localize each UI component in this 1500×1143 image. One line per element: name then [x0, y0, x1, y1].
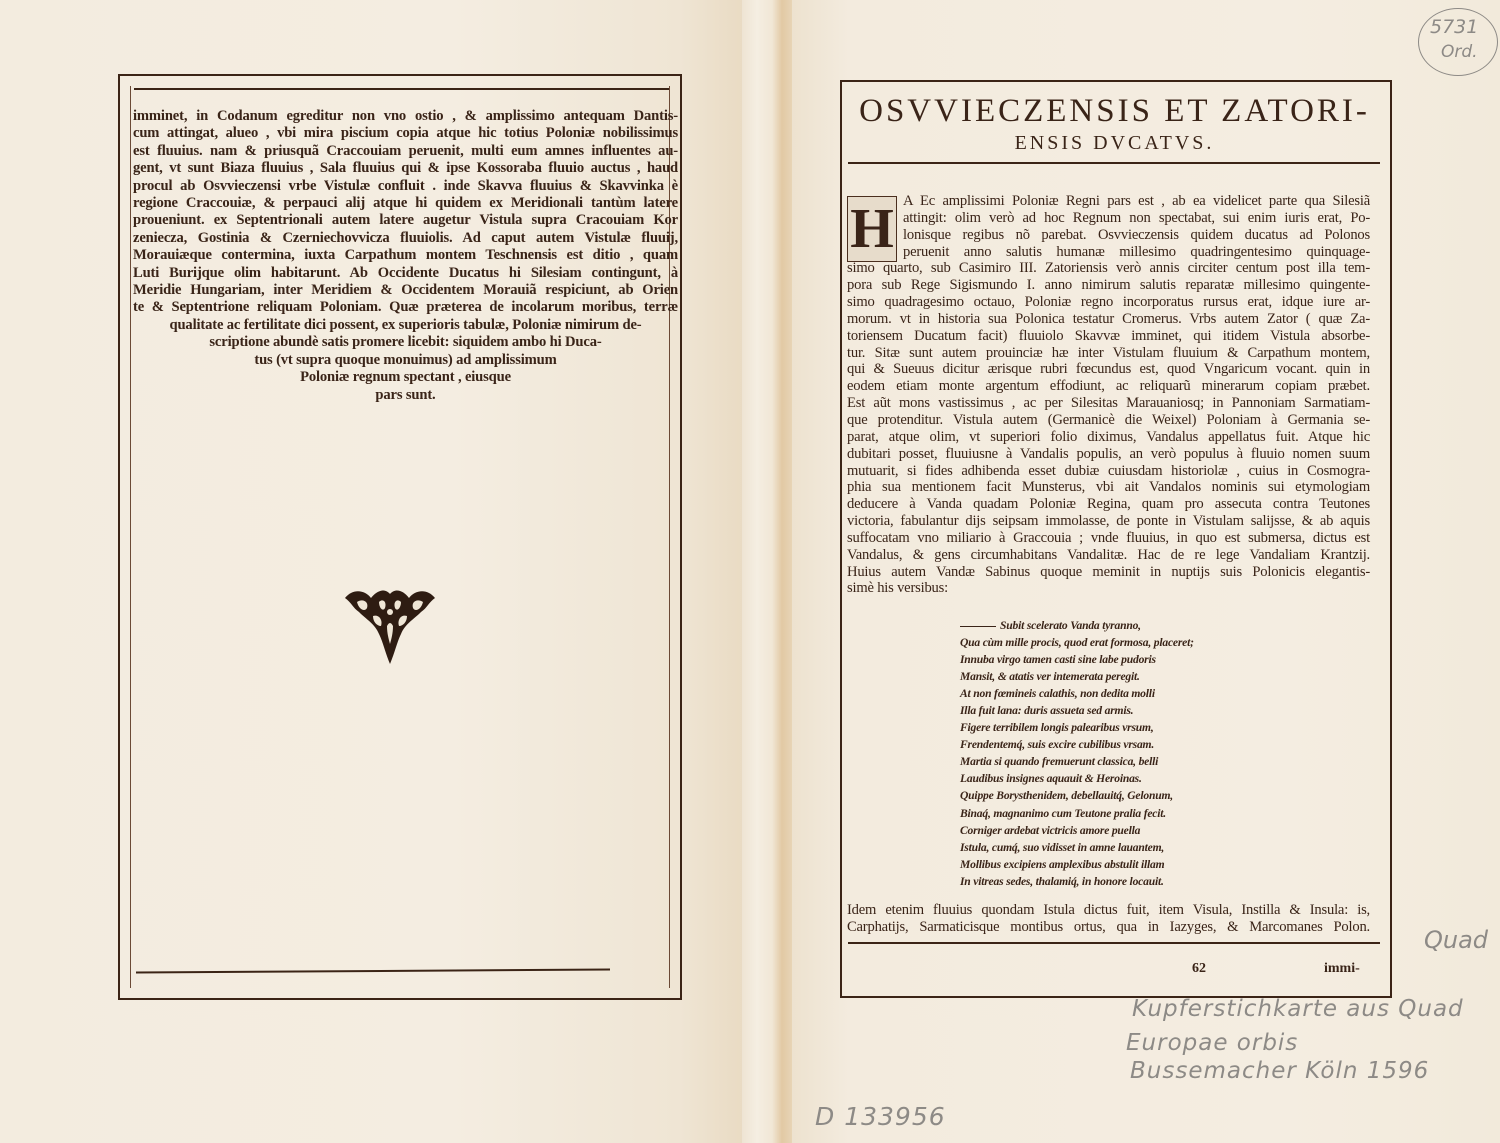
- text-line: te & Septentrione reliquam Poloniam. Quæ præterea de incolarum moribus, terræ: [133, 299, 678, 316]
- text-line: eodem etiam monte argentum effodiunt, ac reliquarũ minerarum copiam præbet.: [847, 378, 1370, 395]
- text-line: tur. Sitæ sunt autem prouinciæ hæ inter Vistulam fluuium & Carpathum montem,: [847, 344, 1370, 361]
- text-line: que protenditur. Vistula autem (Germanicè die Weixel) Poloniam à Germania se-: [847, 411, 1370, 428]
- verse-line: Qua cùm mille procis, quod erat formosa, placeret;: [960, 636, 1194, 650]
- text-line-centered: qualitate ac fertilitate dici possent, ex superioris tabulæ, Poloniæ nimirum de-: [169, 316, 642, 333]
- text-line: mutuarit, si fides adhibenda esset dubiæ cuiusdam historiolæ , cuius in Cosmogra-: [847, 462, 1370, 479]
- verse-line: In vitreas sedes, thalamiq́, in honore locauit.: [960, 874, 1164, 888]
- text-line: regione Craccouiæ, & perpauci alij atque hi quidem ex Meridionali tantùm latere: [133, 195, 678, 212]
- dash-rule: [960, 626, 996, 627]
- text-line: lonisque regibus nõ parebat. Osvvieczensis quidem ducatus ad Polonos: [903, 226, 1370, 243]
- text-line: qui & Sueuus dicitur ærisque rubri fœcundus est, quod Vngaricum vocant. quin in: [847, 361, 1370, 378]
- margin-note: Quad: [1424, 926, 1489, 954]
- verse-line: Frendentemq́, suis excire cubilibus vrsam.: [960, 738, 1155, 752]
- text-line: gent, vt sunt Biaza fluuius , Sala fluuius qui & ipse Kossoraba fluuio auctus , haud: [133, 160, 678, 177]
- chapter-title: OSVVIECZENSIS ET ZATORI-: [859, 93, 1370, 129]
- verse-line: Illa fuit lana: duris assueta sed armis.: [960, 704, 1134, 718]
- text-line: suffocatam vno miliario à Graccouia ; vnde fluuius, in quo est submersa, dictus est: [847, 529, 1370, 546]
- text-line-centered: pars sunt.: [375, 386, 436, 403]
- text-line: Idem etenim fluuius quondam Istula dictus fuit, item Visula, Instilla & Insula: is,: [847, 902, 1370, 918]
- text-line: procul ab Osvvieczensi vrbe Vistulæ confluit . inde Skavva fluuius & Skavvinka è: [133, 177, 678, 194]
- text-line-centered: scriptione abundè satis promere licebit: siquidem ambo hi Duca-: [209, 334, 602, 351]
- text-line: A Ec amplissimi Poloniæ Regni pars est , ab ea videlicet parte qua Silesiã: [903, 193, 1370, 209]
- text-line: pora sub Rege Sigismundo I. anno nimirum salutis reparatæ millesimo quingente-: [847, 277, 1370, 294]
- top-rule: [120, 74, 680, 76]
- closing-paragraph: [847, 902, 1370, 937]
- text-line: simo quarto, sub Casimiro III. Zatoriensis verò annis circiter centum post illa tem-: [847, 260, 1370, 277]
- verse-line: Quippe Borysthenidem, debellauitq́, Gelonum,: [960, 789, 1173, 803]
- text-line: phia sua mentionem facit Munsterus, vbi ait Vandalos nominis sui etymologiam: [847, 479, 1370, 496]
- provenance-note-line: Kupferstichkarte aus Quad: [1132, 996, 1464, 1022]
- text-line: morum. vt in historia sua Polonica testatur Cromerus. Vrbs autem Zator ( quæ Za-: [847, 310, 1370, 327]
- verse-line: Corniger ardebat victricis amore puella: [960, 823, 1141, 837]
- stamp-number: 5731: [1430, 16, 1479, 38]
- verse-line: Istula, cumq́, suo vidisset in amne lauantem,: [960, 840, 1165, 854]
- provenance-note-line: Europae orbis: [1126, 1030, 1299, 1056]
- fleuron-ornament-icon: [343, 586, 437, 666]
- text-line: Huius autem Vandæ Sabinus quoque meminit in nuptijs suis Polonicis elegantis-: [847, 563, 1370, 580]
- text-line: est fluuius. nam & priusquã Craccouiam peruenit, multi eum amnes influentes au-: [133, 142, 678, 159]
- title-rule: [848, 162, 1380, 164]
- verse-line: [960, 617, 1220, 634]
- text-line: Luti Burijque olim habitarunt. Ab Occidente Ducatus hi Silesiam contingunt, à: [133, 264, 678, 281]
- left-page-text: [133, 108, 678, 404]
- provenance-note-line: Bussemacher Köln 1596: [1130, 1058, 1430, 1084]
- verse-line: Mansit, & atatis ver intemerata peregit.: [960, 670, 1140, 684]
- right-page-body: [847, 193, 1370, 597]
- text-line: simo quadragesimo octauo, Poloniæ regno incorporatus rursus erat, idque iure ar-: [847, 294, 1370, 311]
- stamp-label: Ord.: [1441, 42, 1478, 62]
- verse-line: At non fœmineis calathis, non dedita molli: [960, 687, 1155, 701]
- text-line: victoria, fabulantur dijs seipsam immolasse, de ponte in Vistulam salijsse, & ab aquis: [847, 513, 1370, 530]
- verse-line: Innuba virgo tamen casti sine labe pudoris: [960, 653, 1156, 667]
- text-line: Morauiæque contermina, iuxta Carpathum montem Teschnensis est ditio , quam: [133, 247, 678, 264]
- inventory-id: D 133956: [815, 1102, 946, 1131]
- text-line: parat, atque olim, vt superiori folio diximus, Vandalus appellatus fuit. Atque hic: [847, 428, 1370, 445]
- text-line: simè his versibus:: [847, 580, 948, 597]
- text-line: zeniecza, Gostinia & Czerniechovvicza fluuiolis. Ad caput autem Vistulæ fluuij,: [133, 229, 678, 246]
- text-line: attingit: olim verò ad hoc Regnum non spectabat, sui enim iuris erat, Po-: [903, 209, 1370, 226]
- text-line: deducere à Vanda quadam Poloniæ Regina, quam pro assecuta contra Teutones: [847, 496, 1370, 513]
- verse-text: Subit scelerato Vanda tyranno,: [1000, 619, 1141, 632]
- text-line: imminet, in Codanum egreditur non vno ostio , & amplissimo antequam Dantis-: [133, 108, 678, 124]
- text-line: toriensem Ducatum facit) fluuiolo Skavvæ imminet, qui itidem Vistula absorbe-: [847, 327, 1370, 344]
- text-line: Meridie Hungariam, inter Meridiem & Occidentem Morauiã respiciunt, ab Orien: [133, 282, 678, 299]
- binding-gutter: [742, 0, 792, 1143]
- text-line: Est aũt mons vastissimus , ac per Silesitas Marauaniosq; in Pannoniam Sarmatiam-: [847, 395, 1370, 412]
- verse-line: Martia si quando fremuerunt classica, belli: [960, 755, 1159, 769]
- page-number: 62: [1192, 961, 1206, 976]
- text-line-centered: Poloniæ regnum spectant , eiusque: [300, 369, 511, 386]
- chapter-subtitle: ENSIS DVCATVS.: [1014, 132, 1215, 154]
- top-rule: [842, 80, 1390, 82]
- text-line: Vandalus, & gens circumhabitans Vandalitæ. Hac de re lege Vandaliam Krantzij.: [847, 546, 1370, 563]
- verse-line: Figere terribilem longis palearibus vrsum,: [960, 721, 1154, 735]
- text-line: Carphatijs, Sarmaticisque montibus ortus, qua in Iazyges, & Marcomanes Polon.: [847, 919, 1370, 936]
- catchword: immi-: [1324, 961, 1360, 976]
- text-line: dubitari posset, fluuiusne à Vandalis populis, an verò populus à fluuio nomen suum: [847, 445, 1370, 462]
- verse-line: Mollibus excipiens amplexibus abstulit illam: [960, 857, 1165, 871]
- footer-rule: [848, 942, 1380, 944]
- text-line: proueniunt. ex Septentrionali autem latere augetur Vistula supra Cracouiam Kor: [133, 212, 678, 229]
- drop-cap-letter: H: [850, 198, 894, 260]
- verse-line: Laudibus insignes aquauit & Heroinas.: [960, 772, 1142, 786]
- text-line: cum attingat, alueo , vbi mira piscium copia atque hic totius Poloniæ nobilissimus: [133, 125, 678, 142]
- verse-line: Binaq́, magnanimo cum Teutone pralia fecit.: [960, 806, 1166, 820]
- verse-block: [960, 617, 1220, 890]
- text-line-centered: tus (vt supra quoque monuimus) ad amplissimum: [254, 351, 557, 368]
- bottom-rule: [120, 998, 680, 1000]
- text-line: peruenit anno salutis humanæ millesimo quadringentesimo quinquage-: [903, 243, 1370, 260]
